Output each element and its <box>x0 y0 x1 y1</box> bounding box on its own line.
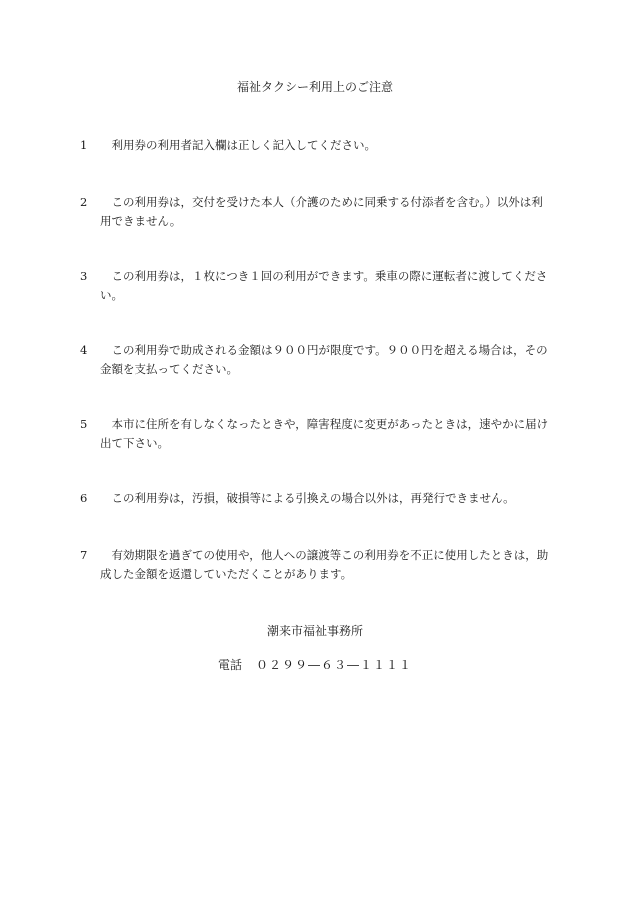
item-number: 4 <box>80 343 88 357</box>
list-item-1 <box>80 136 550 155</box>
phone-label: 電話 <box>217 658 242 672</box>
item-text: この利用券で助成される金額は９００円が限度です。９００円を超える場合は，その金額を支払ってください。 <box>100 343 548 376</box>
item-number: 6 <box>80 491 88 505</box>
item-number: 1 <box>80 138 88 152</box>
item-number: 5 <box>80 417 88 431</box>
list-item-6 <box>80 489 550 508</box>
item-text: 有効期限を過ぎての使用や，他人への譲渡等この利用券を不正に使用したときは，助成した金額を返還していただくことがあります。 <box>100 548 549 581</box>
item-text: 本市に住所を有しなくなったときや，障害程度に変更があったときは，速やかに届け出て下さい。 <box>100 417 549 450</box>
item-text: この利用券は，汚損，破損等による引換えの場合以外は，再発行できません。 <box>111 491 515 505</box>
list-item-7 <box>80 546 550 584</box>
item-text: 利用券の利用者記入欄は正しく記入してください。 <box>111 138 376 152</box>
office-name: 潮来市福祉事務所 <box>266 624 363 638</box>
item-text: この利用券は，交付を受けた本人（介護のために同乗する付添者を含む。）以外は利用できません。 <box>100 195 543 228</box>
item-text: この利用券は，１枚につき１回の利用ができます。乗車の際に運転者に渡してください。 <box>100 269 548 302</box>
item-number: 7 <box>80 548 88 562</box>
item-number: 3 <box>80 269 88 283</box>
page-title: 福祉タクシー利用上のご注意 <box>236 80 393 94</box>
phone-number: ０２９９―６３―１１１１ <box>256 658 413 672</box>
item-number: 2 <box>80 195 88 209</box>
list-item-4 <box>80 341 550 379</box>
list-item-3 <box>80 267 550 305</box>
list-item-2 <box>80 193 550 231</box>
phone-line <box>0 656 630 675</box>
list-item-5 <box>80 415 550 453</box>
